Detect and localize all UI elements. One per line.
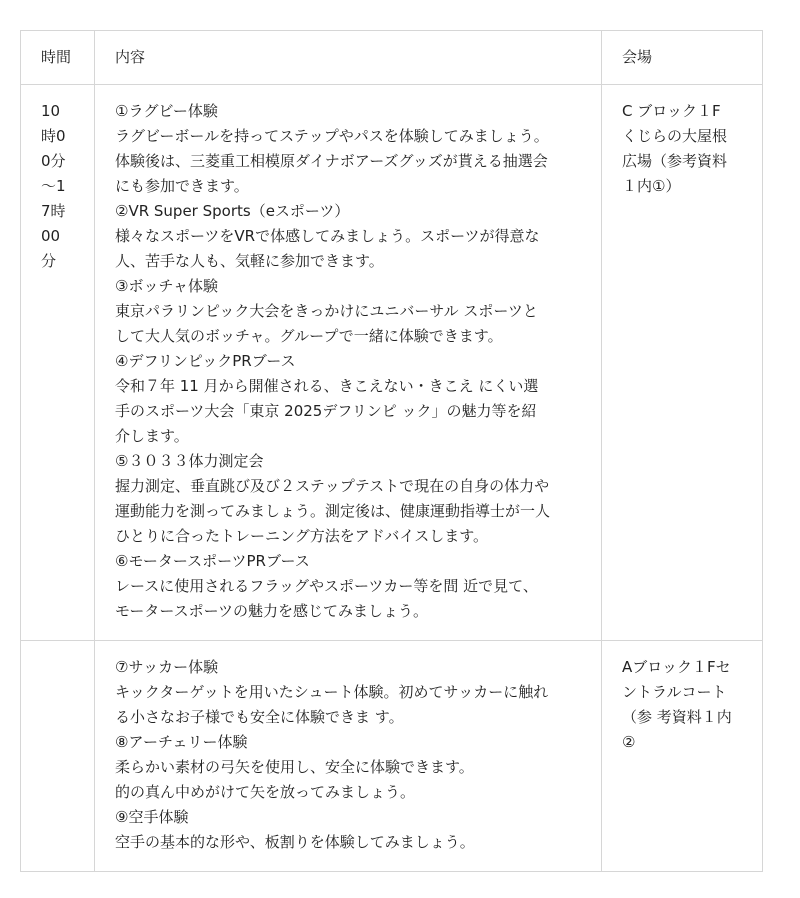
activity-text: 手のスポーツ大会「東京 2025デフリンピ ック」の魅力等を紹 — [115, 402, 537, 420]
content-cell — [95, 85, 602, 641]
time-cell — [21, 641, 95, 872]
activity-text: 体験後は、三菱重工相模原ダイナボアーズグッズが貰える抽選会 — [115, 152, 548, 170]
activity-text: 様々なスポーツをVRで体感してみましょう。スポーツが得意な — [115, 227, 540, 245]
activity-text: 東京パラリンピック大会をきっかけにユニバーサル スポーツと — [115, 302, 538, 320]
activity-text: る小さなお子様でも安全に体験できま す。 — [115, 708, 404, 726]
activity-title: ①ラグビー体験 — [115, 102, 218, 120]
activity-title: ⑨空手体験 — [115, 808, 189, 826]
activity-text: 人、苦手な人も、気軽に参加できます。 — [115, 252, 384, 270]
time-line: 分 — [41, 252, 57, 270]
activity-text: モータースポーツの魅力を感じてみましょう。 — [115, 602, 429, 620]
venue-line: （参 考資料１内 — [622, 708, 732, 726]
venue-line: ② — [622, 733, 636, 751]
activity-title: ⑦サッカー体験 — [115, 658, 219, 676]
venue-line: くじらの大屋根 — [622, 127, 728, 145]
table-row — [21, 85, 763, 641]
activity-text: して大人気のボッチャ。グループで一緒に体験できます。 — [115, 327, 503, 345]
venue-cell — [602, 641, 763, 872]
activity-text: レースに使用されるフラッグやスポーツカー等を間 近で見て、 — [115, 577, 538, 595]
time-line: 時0 — [41, 127, 66, 145]
activity-text: 運動能力を測ってみましょう。測定後は、健康運動指導士が一人 — [115, 502, 551, 520]
header-time: 時間 — [21, 31, 95, 85]
time-line: 7時 — [41, 202, 66, 220]
header-venue: 会場 — [602, 31, 763, 85]
activity-title: ⑤３０３３体力測定会 — [115, 452, 264, 470]
content-cell — [95, 641, 602, 872]
activity-title: ⑧アーチェリー体験 — [115, 733, 248, 751]
time-line: ～1 — [41, 177, 66, 195]
activity-text: 的の真ん中めがけて矢を放ってみましょう。 — [115, 783, 416, 801]
time-cell — [21, 85, 95, 641]
activity-text: 握力測定、垂直跳び及び２ステップテストで現在の自身の体力や — [115, 477, 550, 495]
venue-line: Aブロック１Fセ — [622, 658, 731, 676]
header-content: 内容 — [95, 31, 602, 85]
activity-text: 令和７年 11 月から開催される、きこえない・きこえ にくい選 — [115, 377, 539, 395]
activity-text: ラグビーボールを持ってステップやパスを体験してみましょう。 — [115, 127, 549, 145]
venue-line: ントラルコート — [622, 683, 727, 701]
event-schedule-table — [20, 30, 763, 872]
activity-title: ②VR Super Sports（eスポーツ） — [115, 202, 350, 220]
venue-cell — [602, 85, 763, 641]
activity-text: ひとりに合ったトレーニング方法をアドバイスします。 — [115, 527, 489, 545]
activity-text: 柔らかい素材の弓矢を使用し、安全に体験できます。 — [115, 758, 474, 776]
header-row — [21, 31, 763, 85]
venue-line: 広場（参考資料 — [622, 152, 728, 170]
activity-text: にも参加できます。 — [115, 177, 249, 195]
activity-title: ⑥モータースポーツPRブース — [115, 552, 310, 570]
time-line: 00 — [41, 227, 61, 245]
activity-text: 介します。 — [115, 427, 189, 445]
time-line: 10 — [41, 102, 61, 120]
activity-title: ③ボッチャ体験 — [115, 277, 218, 295]
venue-line: C ブロック１F — [622, 102, 721, 120]
activity-text: 空手の基本的な形や、板割りを体験してみましょう。 — [115, 833, 475, 851]
venue-line: １内①） — [622, 177, 681, 195]
activity-title: ④デフリンピックPRブース — [115, 352, 296, 370]
activity-text: キックターゲットを用いたシュート体験。初めてサッカーに触れ — [115, 683, 549, 701]
table-row — [21, 641, 763, 872]
time-line: 0分 — [41, 152, 66, 170]
